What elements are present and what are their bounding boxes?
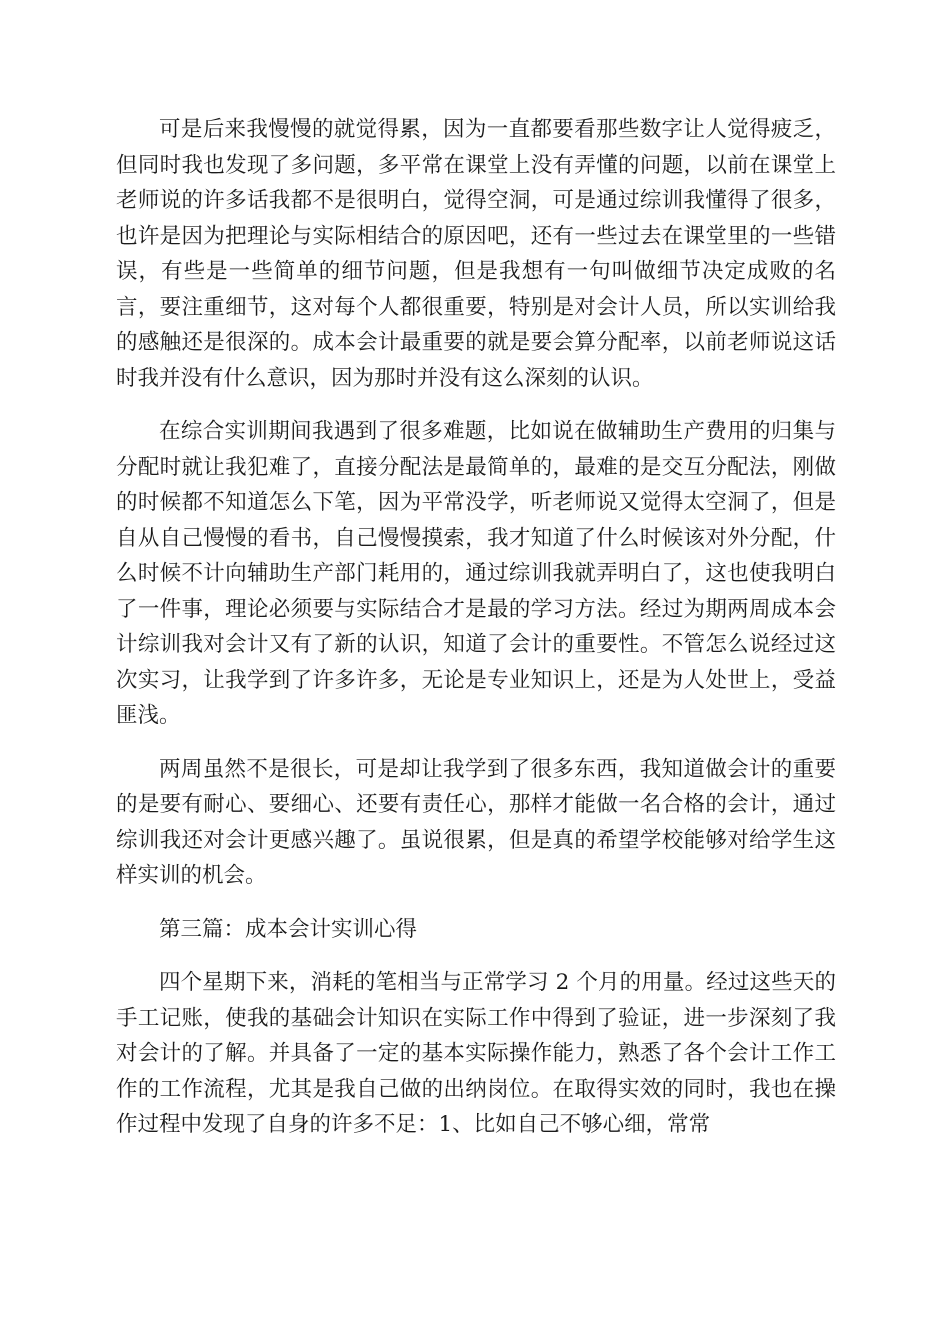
paragraph-1: 可是后来我慢慢的就觉得累，因为一直都要看那些数字让人觉得疲乏，但同时我也发现了多问题，多平常在课堂上没有弄懂的问题，以前在课堂上老师说的许多话我都不是很明白，觉得空洞，可是通过综训我懂得了很多，也许是因为把理论与实际相结合的原因吧，还有一些过去在课堂里的一些错误，有些是一些简单的细节问题，但是我想有一句叫做细节决定成败的名言，要注重细节，这对每个人都很重要，特别是对会计人员，所以实训给我的感触还是很深的。成本会计最重要的就是要会算分配率，以前老师说这话时我并没有什么意识，因为那时并没有这么深刻的认识。 xyxy=(116,117,836,391)
paragraph-3: 两周虽然不是很长，可是却让我学到了很多东西，我知道做会计的重要的是要有耐心、要细心、还要有责任心，那样才能做一名合格的会计，通过综训我还对会计更感兴趣了。虽说很累，但是真的希望学校能够对给学生这样实训的机会。 xyxy=(116,756,836,888)
document-body xyxy=(116,112,836,1161)
paragraph-2: 在综合实训期间我遇到了很多难题，比如说在做辅助生产费用的归集与分配时就让我犯难了，直接分配法是最简单的，最难的是交互分配法，刚做的时候都不知道怎么下笔，因为平常没学，听老师说又觉得太空洞了，但是自从自己慢慢的看书，自己慢慢摸索，我才知道了什么时候该对外分配，什么时候不计向辅助生产部门耗用的，通过综训我就弄明白了，这也使我明白了一件事，理论必须要与实际结合才是最的学习方法。经过为期两周成本会计综训我对会计又有了新的认识，知道了会计的重要性。不管怎么说经过这次实习，让我学到了许多许多，无论是专业知识上，还是为人处世上，受益匪浅。 xyxy=(116,419,836,728)
section-heading: 第三篇：成本会计实训心得 xyxy=(159,916,418,942)
paragraph-4: 四个星期下来，消耗的笔相当与正常学习 2 个月的用量。经过这些天的手工记账，使我的基础会计知识在实际工作中得到了验证，进一步深刻了我对会计的了解。并具备了一定的基本实际操作能力，熟悉了各个会计工作工作的工作流程，尤其是我自己做的出纳岗位。在取得实效的同时，我也在操作过程中发现了自身的许多不足：1、比如自己不够心细，常常 xyxy=(116,970,836,1137)
